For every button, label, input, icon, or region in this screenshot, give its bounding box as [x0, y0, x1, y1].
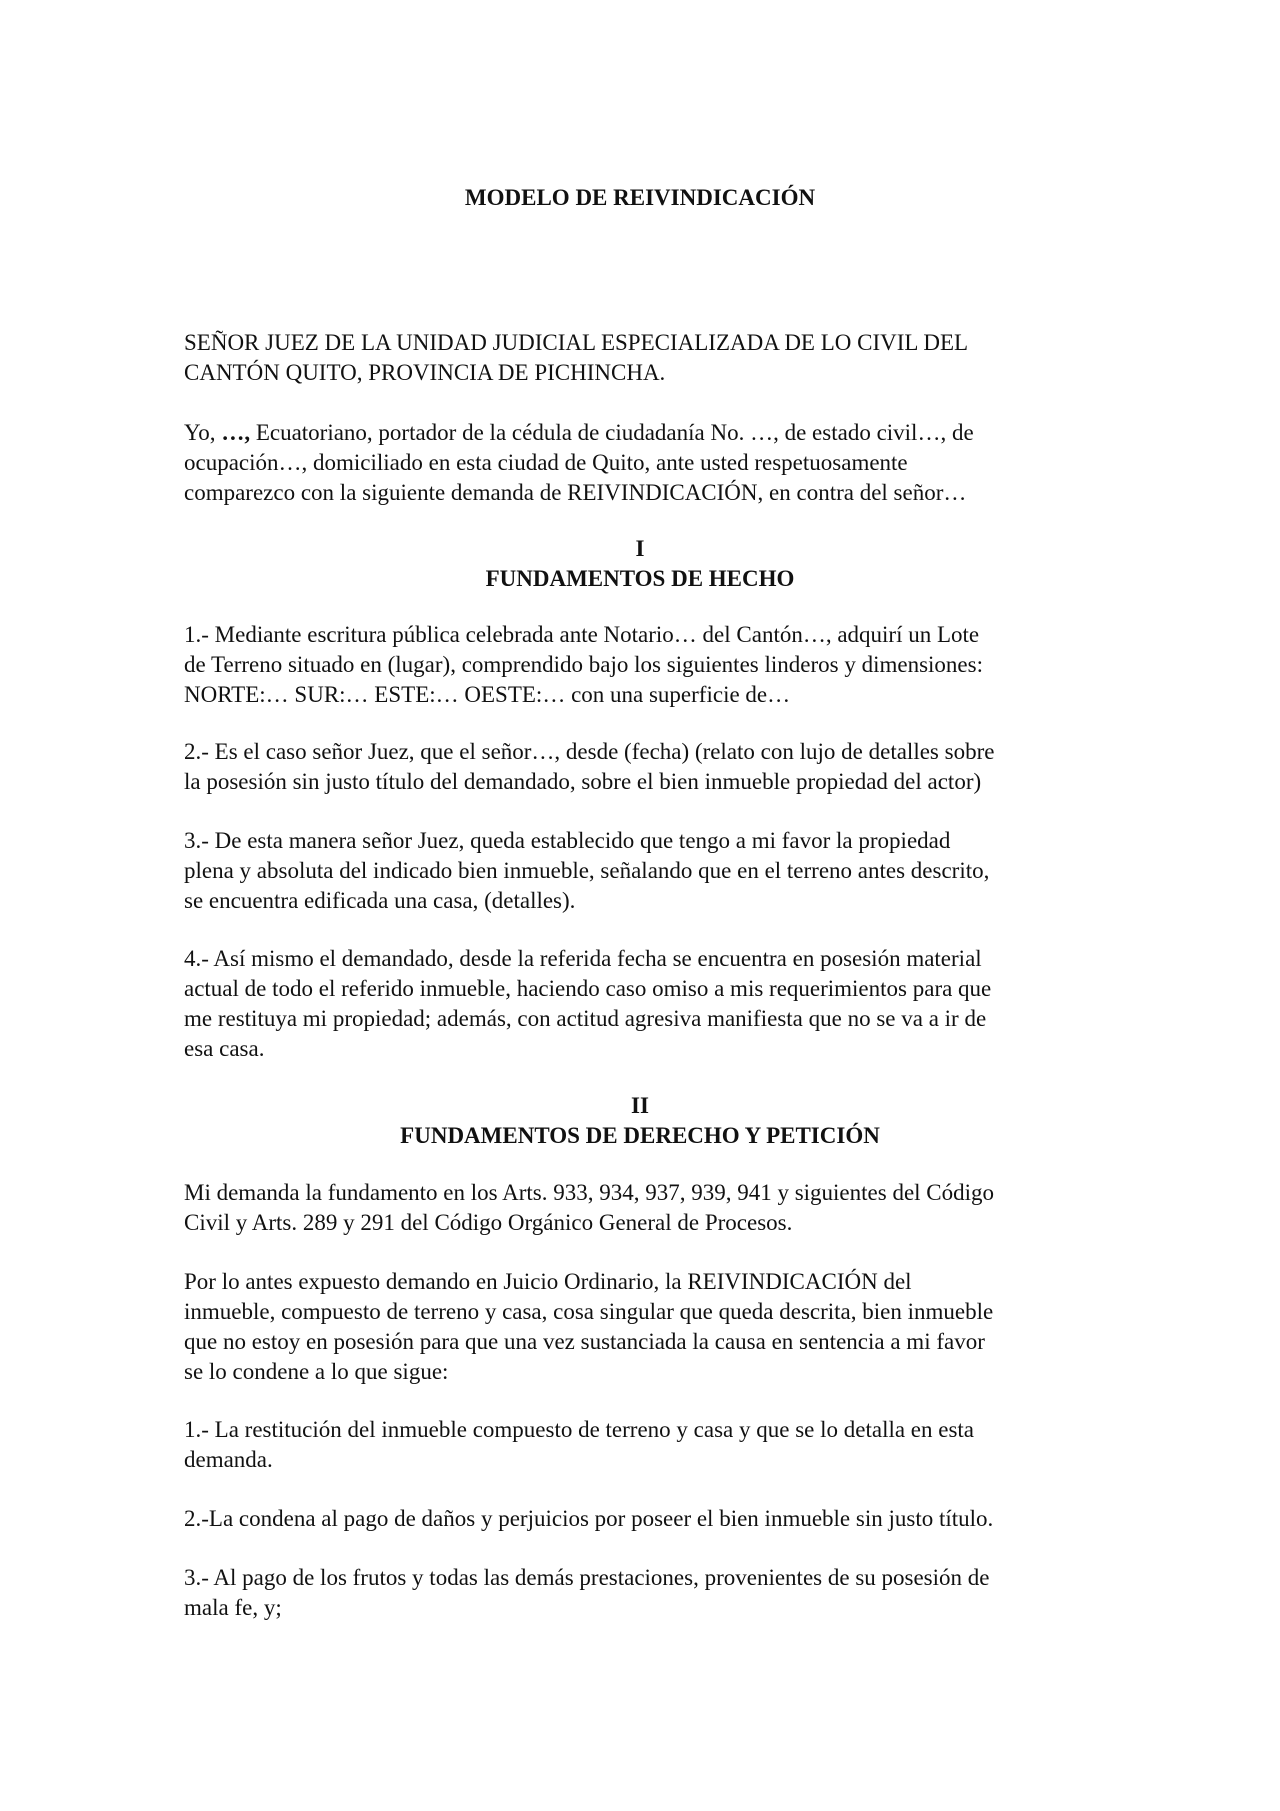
paragraph-line: NORTE:… SUR:… ESTE:… OESTE:… con una superficie de…	[184, 682, 791, 707]
paragraph-line: plena y absoluta del indicado bien inmueble, señalando que en el terreno antes descrito,	[184, 858, 990, 883]
section-numeral: II	[631, 1093, 649, 1118]
fact-paragraph-2	[184, 737, 1104, 797]
paragraph-line: que no estoy en posesión para que una vez sustanciada la causa en sentencia a mi favor	[184, 1329, 985, 1354]
paragraph-line: mala fe, y;	[184, 1595, 282, 1620]
section-heading: FUNDAMENTOS DE HECHO	[485, 566, 795, 591]
addressee-line: SEÑOR JUEZ DE LA UNIDAD JUDICIAL ESPECIALIZADA DE LO CIVIL DEL	[184, 330, 969, 355]
paragraph-line: de Terreno situado en (lugar), comprendido bajo los siguientes linderos y dimensiones:	[184, 652, 983, 677]
fact-paragraph-1	[184, 620, 1104, 710]
paragraph-line: se lo condene a lo que sigue:	[184, 1359, 449, 1384]
intro-line: comparezco con la siguiente demanda de REIVINDICACIÓN, en contra del señor…	[184, 480, 967, 505]
paragraph-line: Mi demanda la fundamento en los Arts. 933, 934, 937, 939, 941 y siguientes del Código	[184, 1180, 995, 1205]
petition-item-2	[184, 1504, 1104, 1534]
paragraph-line: me restituya mi propiedad; además, con actitud agresiva manifiesta que no se va a ir de	[184, 1006, 987, 1031]
paragraph-line: 1.- Mediante escritura pública celebrada ante Notario… del Cantón…, adquirí un Lote	[184, 622, 980, 647]
paragraph-line: demanda.	[184, 1447, 273, 1472]
intro-text: Ecuatoriano, portador de la cédula de ciudadanía No. …, de estado civil…, de	[250, 420, 974, 445]
paragraph-line: 2.-La condena al pago de daños y perjuicios por poseer el bien inmueble sin justo título.	[184, 1506, 994, 1531]
law-paragraph-2	[184, 1267, 1104, 1387]
petition-item-3	[184, 1563, 1104, 1623]
paragraph-line: la posesión sin justo título del demandado, sobre el bien inmueble propiedad del actor)	[184, 769, 982, 794]
paragraph-line: 2.- Es el caso señor Juez, que el señor…, desde (fecha) (relato con lujo de detalles sobre	[184, 739, 995, 764]
paragraph-line: 1.- La restitución del inmueble compuesto de terreno y casa y que se lo detalla en esta	[184, 1417, 975, 1442]
document-title: MODELO DE REIVINDICACIÓN	[464, 185, 816, 210]
paragraph-line: Por lo antes expuesto demando en Juicio Ordinario, la REIVINDICACIÓN del	[184, 1269, 912, 1294]
paragraph-line: 4.- Así mismo el demandado, desde la referida fecha se encuentra en posesión material	[184, 946, 982, 971]
fact-paragraph-3	[184, 826, 1104, 916]
paragraph-line: 3.- Al pago de los frutos y todas las demás prestaciones, provenientes de su posesión de	[184, 1565, 990, 1590]
addressee-line: CANTÓN QUITO, PROVINCIA DE PICHINCHA.	[184, 360, 666, 385]
intro-line: ocupación…, domiciliado en esta ciudad de Quito, ante usted respetuosamente	[184, 450, 908, 475]
law-paragraph-1	[184, 1178, 1104, 1238]
addressee-block	[184, 328, 1104, 388]
paragraph-line: inmueble, compuesto de terreno y casa, cosa singular que queda descrita, bien inmueble	[184, 1299, 994, 1324]
paragraph-line: Civil y Arts. 289 y 291 del Código Orgánico General de Procesos.	[184, 1210, 793, 1235]
fact-paragraph-4	[184, 944, 1104, 1064]
intro-text: Yo,	[184, 420, 222, 445]
paragraph-line: 3.- De esta manera señor Juez, queda establecido que tengo a mi favor la propiedad	[184, 828, 951, 853]
paragraph-line: se encuentra edificada una casa, (detalles).	[184, 888, 576, 913]
intro-name-placeholder: …,	[221, 420, 251, 445]
paragraph-line: actual de todo el referido inmueble, haciendo caso omiso a mis requerimientos para que	[184, 976, 992, 1001]
petition-item-1	[184, 1415, 1104, 1475]
intro-line	[184, 418, 1104, 448]
paragraph-line: esa casa.	[184, 1036, 265, 1061]
intro-paragraph	[184, 418, 1104, 508]
section-heading: FUNDAMENTOS DE DERECHO Y PETICIÓN	[400, 1123, 880, 1148]
section-numeral: I	[635, 536, 645, 561]
